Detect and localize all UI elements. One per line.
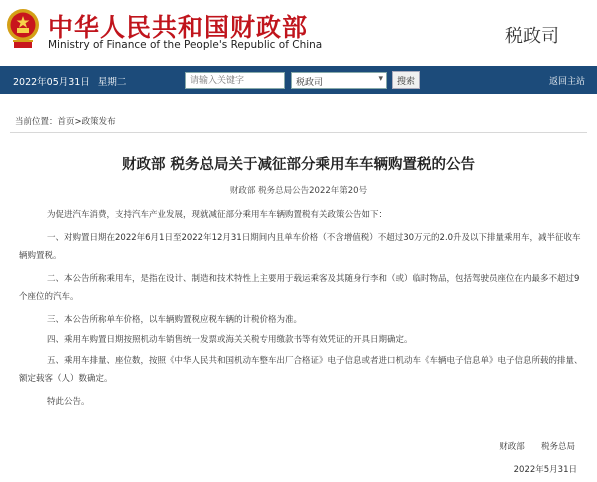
article [0,144,597,482]
date-display [13,74,134,88]
article-doc-number: 财政部 税务总局公告2022年第20号 [229,186,368,196]
site-title[interactable]: 中华人民共和国财政部 [48,13,309,42]
nav-bar [0,66,597,94]
current-weekday: 星期二 [97,77,127,88]
search-input[interactable] [185,72,285,89]
breadcrumb [15,115,116,127]
article-paragraph: 五、乘用车排量、座位数，按照《中华人民共和国机动车整车出厂合格证》电子信息或者进口机动车《车辆电子信息单》电子信息所载的排量、额定载客（人）数确定。 [19,356,583,384]
article-title: 财政部 税务总局关于减征部分乘用车车辆购置税的公告 [121,157,476,173]
chevron-down-icon: ▾ [378,74,383,84]
national-emblem-icon [5,7,41,51]
breadcrumb-bar [0,94,597,144]
signing-date: 2022年5月31日 [513,465,577,475]
article-paragraph: 一、对购置日期在2022年6月1日至2022年12月31日期间内且单车价格（不含增值税）不超过30万元的2.0升及以下排量乘用车，减半征收车辆购置税。 [19,233,581,261]
article-paragraph: 二、本公告所称乘用车，是指在设计、制造和技术特性上主要用于载运乘客及其随身行李和（或）临时物品，包括驾驶员座位在内最多不超过9个座位的汽车。 [19,274,580,302]
article-paragraph: 三、本公告所称单车价格，以车辆购置税应税车辆的计税价格为准。 [47,315,303,325]
search-scope-select[interactable] [291,72,387,89]
current-date: 2022年05月31日 [13,77,90,88]
site-header [0,0,597,66]
divider [10,132,587,133]
breadcrumb-home-link[interactable]: 首页 [57,117,75,127]
site-title-en: Ministry of Finance of the People's Republic of China [48,39,323,51]
article-paragraph: 特此公告。 [47,397,90,407]
department-name: 税政司 [505,26,559,47]
breadcrumb-section-link[interactable]: 政策发布 [81,117,116,127]
search-button[interactable]: 搜索 [392,71,420,89]
return-home-link[interactable]: 返回主站 [548,77,585,87]
signing-organizations: 财政部 税务总局 [499,442,575,452]
article-paragraph: 为促进汽车消费，支持汽车产业发展，现就减征部分乘用车车辆购置税有关政策公告如下： [47,210,388,220]
breadcrumb-prefix: 当前位置： [15,117,58,127]
breadcrumb-separator: > [74,117,82,127]
search-scope-value: 税政司 [296,78,324,88]
article-paragraph: 四、乘用车购置日期按照机动车销售统一发票或海关关税专用缴款书等有效凭证的开具日期确定。 [47,335,413,345]
